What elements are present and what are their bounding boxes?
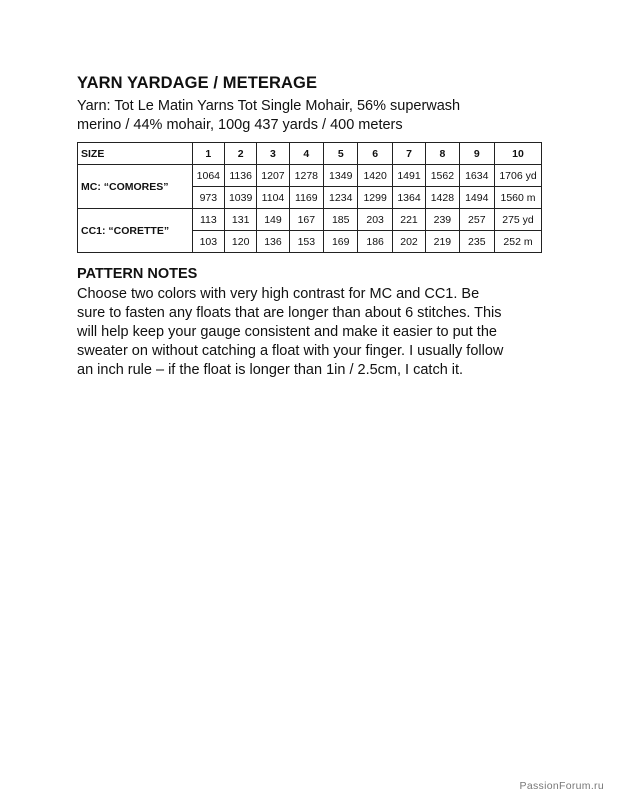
pattern-notes-body: [77, 285, 542, 380]
yardage-title: YARN YARDAGE / METERAGE: [77, 74, 318, 92]
mc-color-label: MC: “COMORES”: [78, 165, 193, 209]
watermark: PassionForum.ru: [519, 780, 604, 792]
table-cell: 973: [192, 187, 224, 209]
table-cell: 1064: [192, 165, 224, 187]
table-cell: 1562: [426, 165, 459, 187]
size-header-cell: 7: [392, 143, 425, 165]
table-cell: 1299: [358, 187, 392, 209]
table-cell: 1494: [459, 187, 494, 209]
table-cell: 203: [358, 209, 392, 231]
table-cell: 1634: [459, 165, 494, 187]
table-cell: 167: [289, 209, 323, 231]
table-cell: 1136: [225, 165, 257, 187]
table-cell: 239: [426, 209, 459, 231]
notes-line: Choose two colors with very high contrast for MC and CC1. Be: [77, 286, 480, 302]
yarn-description: [77, 97, 542, 135]
table-cell: 1428: [426, 187, 459, 209]
pattern-notes-title: PATTERN NOTES: [77, 266, 198, 282]
page-content: [77, 73, 542, 380]
yarn-line-1: Yarn: Tot Le Matin Yarns Tot Single Mohair, 56% superwash: [77, 98, 461, 114]
size-header-cell: 6: [358, 143, 392, 165]
size-header-cell: 3: [257, 143, 289, 165]
size-header-cell: 4: [289, 143, 323, 165]
yarn-line-2: merino / 44% mohair, 100g 437 yards / 400 meters: [77, 117, 403, 133]
table-cell: 169: [324, 231, 358, 253]
table-cell: 149: [257, 209, 289, 231]
table-cell: 131: [225, 209, 257, 231]
size-header-cell: 1: [192, 143, 224, 165]
notes-line: will help keep your gauge consistent and make it easier to put the: [77, 324, 497, 340]
table-cell: 1207: [257, 165, 289, 187]
table-cell: 1234: [324, 187, 358, 209]
table-cell: 153: [289, 231, 323, 253]
yardage-table: [77, 142, 542, 253]
table-cell: 235: [459, 231, 494, 253]
table-cell: 120: [225, 231, 257, 253]
cc1-color-label: CC1: “CORETTE”: [78, 209, 193, 253]
size-header-row: [78, 143, 542, 165]
table-cell: 219: [426, 231, 459, 253]
size-header-cell: 5: [324, 143, 358, 165]
table-cell: 257: [459, 209, 494, 231]
size-header-cell: 9: [459, 143, 494, 165]
cc1-yards-row: [78, 209, 542, 231]
table-cell: 252 m: [495, 231, 542, 253]
size-header-cell: 8: [426, 143, 459, 165]
table-cell: 202: [392, 231, 425, 253]
mc-yards-row: [78, 165, 542, 187]
table-cell: 185: [324, 209, 358, 231]
table-cell: 1039: [225, 187, 257, 209]
table-cell: 1491: [392, 165, 425, 187]
size-header-cell: 10: [495, 143, 542, 165]
table-cell: 186: [358, 231, 392, 253]
table-cell: 1278: [289, 165, 323, 187]
table-cell: 1169: [289, 187, 323, 209]
table-cell: 221: [392, 209, 425, 231]
table-cell: 1364: [392, 187, 425, 209]
table-cell: 113: [192, 209, 224, 231]
notes-line: an inch rule – if the float is longer than 1in / 2.5cm, I catch it.: [77, 362, 464, 378]
table-cell: 136: [257, 231, 289, 253]
table-cell: 1560 m: [495, 187, 542, 209]
table-cell: 1349: [324, 165, 358, 187]
table-cell: 1104: [257, 187, 289, 209]
size-header-label: SIZE: [78, 143, 193, 165]
notes-line: sweater on without catching a float with your finger. I usually follow: [77, 343, 504, 359]
table-cell: 1420: [358, 165, 392, 187]
size-header-cell: 2: [225, 143, 257, 165]
notes-line: sure to fasten any floats that are longer than about 6 stitches. This: [77, 305, 502, 321]
table-cell: 1706 yd: [495, 165, 542, 187]
table-cell: 103: [192, 231, 224, 253]
table-cell: 275 yd: [495, 209, 542, 231]
